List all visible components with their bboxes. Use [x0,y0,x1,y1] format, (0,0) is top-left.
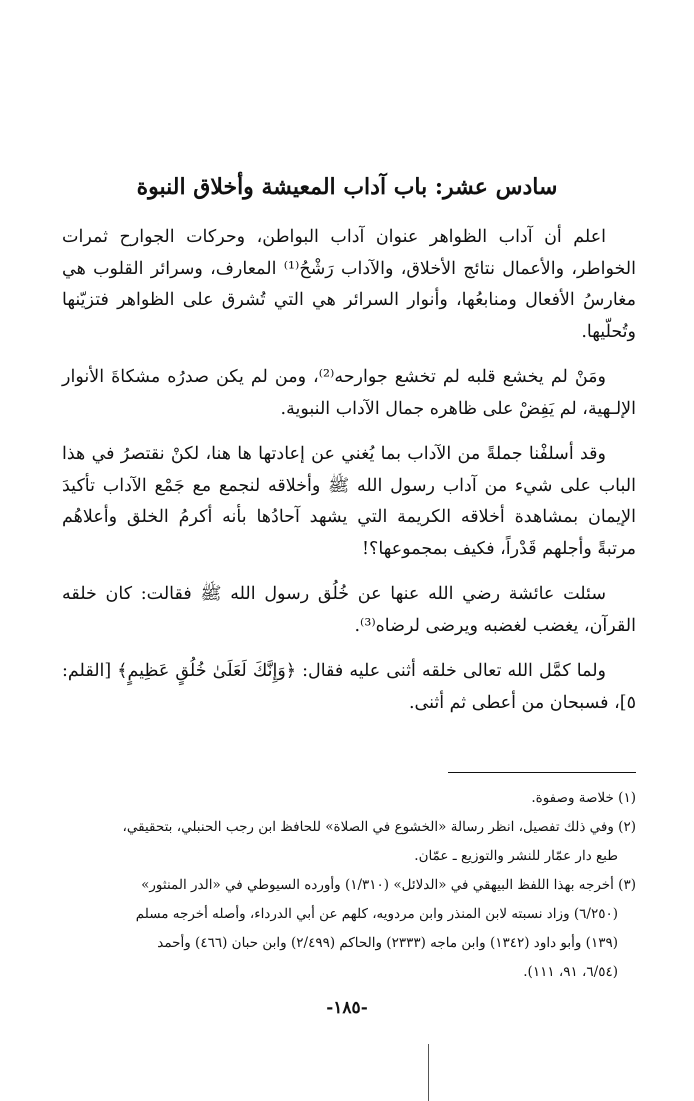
footnote-line: (٣) أخرجه بهذا اللفظ البيهقي في «الدلائل» (١/٣١٠) وأورده السيوطي في «الدر المنثور» [141,877,636,893]
footnote-line: (٦/٢٥٠) وزاد نسبته لابن المنذر وابن مردويه، كلهم عن أبي الدرداء، وأصله أخرجه مسلم [135,906,618,922]
paragraph: ومَنْ لم يخشع قلبه لم تخشع جوارحه⁽²⁾، ومن لم يكن صدرُه مشكاةَ الأنوار الإلـهية، لم يَفِضْ على ظاهره جمال الآداب النبوية. [62,367,636,419]
binding-gutter-line [428,1044,429,1101]
page-number: -١٨٥- [326,998,368,1018]
paragraph: وقد أسلفْنا جملةً من الآداب بما يُغني عن إعادتها ها هنا، لكنْ نقتصرُ في هذا الباب على شيء من آداب رسول الله ﷺ وأخلاقه لنجمع مع جَمْع الآداب تأكيدَ الإيمان بمشاهدة أخلاقه الكريمة التي يشهد آحادُها بأنه أكرمُ الخلق وأعلاهُم مرتبةً وأجلهم قَدْراً، فكيف بمجموعها؟! [62,444,636,559]
footnotes [56,784,636,987]
footnote-line: طبع دار عمّار للنشر والتوزيع ـ عمّان. [414,848,618,864]
footnote-divider [448,772,636,773]
main-text [62,222,636,733]
footnote-line: (١) خلاصة وصفوة. [531,790,636,806]
paragraph: ولما كمَّل الله تعالى خلقه أثنى عليه فقال: ﴿وَإِنَّكَ لَعَلَىٰ خُلُقٍ عَظِيمٍ﴾ [القلم: ٥]، فسبحان من أعطى ثم أثنى. [62,661,636,713]
footnote-line: (٢) وفي ذلك تفصيل، انظر رسالة «الخشوع في الصلاة» للحافظ ابن رجب الحنبلي، بتحقيقي، [122,819,636,835]
paragraph: اعلم أن آداب الظواهر عنوان آداب البواطن، وحركات الجوارح ثمرات الخواطر، والأعمال نتائج الأخلاق، والآداب رَشْحُ⁽¹⁾ المعارف، وسرائر القلوب هي مغارسُ الأفعال ومنابعُها، وأنوار السرائر هي التي تُشرق على الظواهر فتزيّنها وتُحلّيها. [62,227,636,342]
paragraph: سئلت عائشة رضي الله عنها عن خُلُق رسول الله ﷺ فقالت: كان خلقه القرآن، يغضب لغضبه ويرضى لرضاه⁽³⁾. [62,584,636,636]
chapter-title: سادس عشر: باب آداب المعيشة وأخلاق النبوة [136,174,558,200]
footnote-line: (١٣٩) وأبو داود (١٣٤٢) وابن ماجه (٢٣٣٣) والحاكم (٢/٤٩٩) وابن حبان (٤٦٦) وأحمد [157,935,618,951]
footnote-line: (٦/٥٤، ٩١، ١١١). [523,964,618,980]
